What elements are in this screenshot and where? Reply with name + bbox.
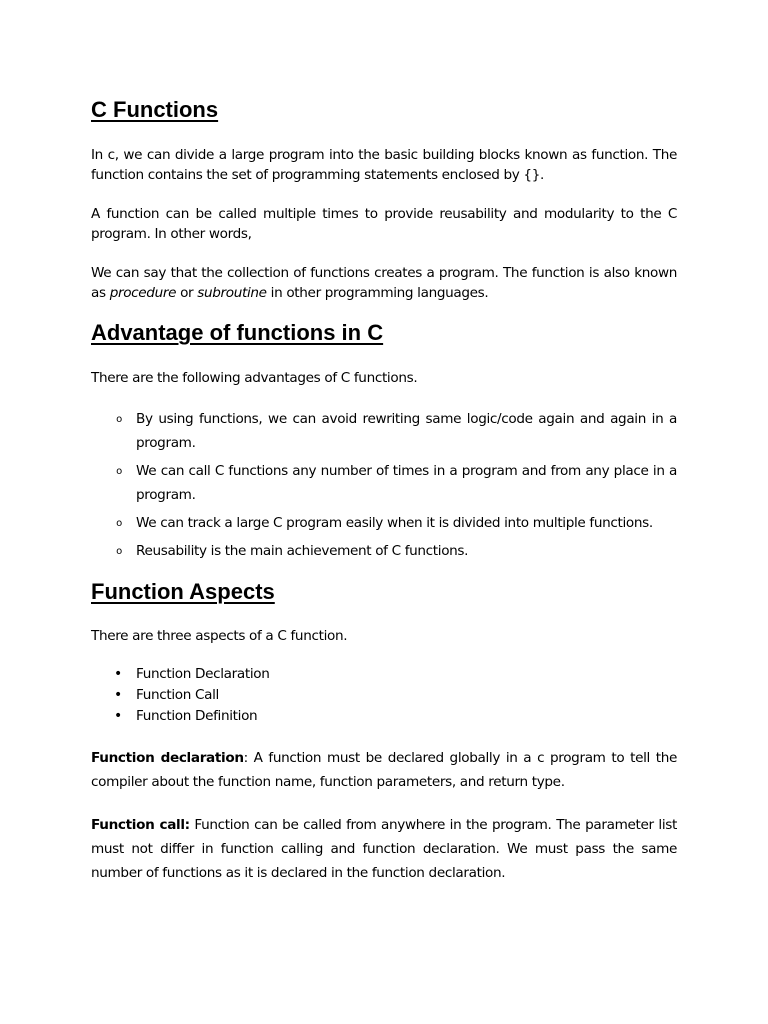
emphasis-subroutine: subroutine <box>197 285 267 301</box>
paragraph-reusability: A function can be called multiple times to provide reusability and modularity to the C program. In other words, <box>91 206 677 242</box>
advantages-list <box>91 407 677 567</box>
circle-bullet-icon: o <box>116 518 122 529</box>
list-item: • Function Declaration <box>91 664 677 685</box>
circle-bullet-icon: o <box>116 466 122 477</box>
paragraph-function-declaration: Function declaration: A function must be declared globally in a c program to tell the compiler about the function name, function parameters, and return type. <box>91 750 678 790</box>
paragraph-collection: We can say that the collection of functions creates a program. The function is also known as procedure or subroutine in other programming languages. <box>91 265 677 301</box>
list-item: o By using functions, we can avoid rewriting same logic/code again and again in a program. <box>91 407 677 455</box>
heading-advantages: Advantage of functions in C <box>91 320 384 345</box>
heading-function-aspects: Function Aspects <box>91 579 275 604</box>
circle-bullet-icon: o <box>116 414 122 425</box>
paragraph-aspects-intro: There are three aspects of a C function. <box>91 628 348 644</box>
disc-bullet-icon: • <box>114 708 122 724</box>
list-item: • Function Call <box>91 685 677 706</box>
list-item: • Function Definition <box>91 706 677 727</box>
paragraph-intro: In c, we can divide a large program into the basic building blocks known as function. The function contains the set of programming statements enclosed by {}. <box>91 147 677 183</box>
list-item: o We can call C functions any number of times in a program and from any place in a program. <box>91 459 677 507</box>
paragraph-advantages-intro: There are the following advantages of C functions. <box>91 370 418 386</box>
circle-bullet-icon: o <box>116 546 122 557</box>
emphasis-procedure: procedure <box>109 285 177 301</box>
label-function-call: Function call: <box>91 817 190 833</box>
disc-bullet-icon: • <box>114 687 122 703</box>
paragraph-function-call: Function call: Function can be called from anywhere in the program. The parameter list must not differ in function calling and function declaration. We must pass the same number of functions as it is declared in the function declaration. <box>91 817 678 881</box>
list-item: o Reusability is the main achievement of C functions. <box>91 539 677 563</box>
aspects-list <box>91 664 677 727</box>
heading-c-functions: C Functions <box>91 97 219 122</box>
label-function-declaration: Function declaration <box>91 750 244 766</box>
list-item: o We can track a large C program easily when it is divided into multiple functions. <box>91 511 677 535</box>
disc-bullet-icon: • <box>114 666 122 682</box>
